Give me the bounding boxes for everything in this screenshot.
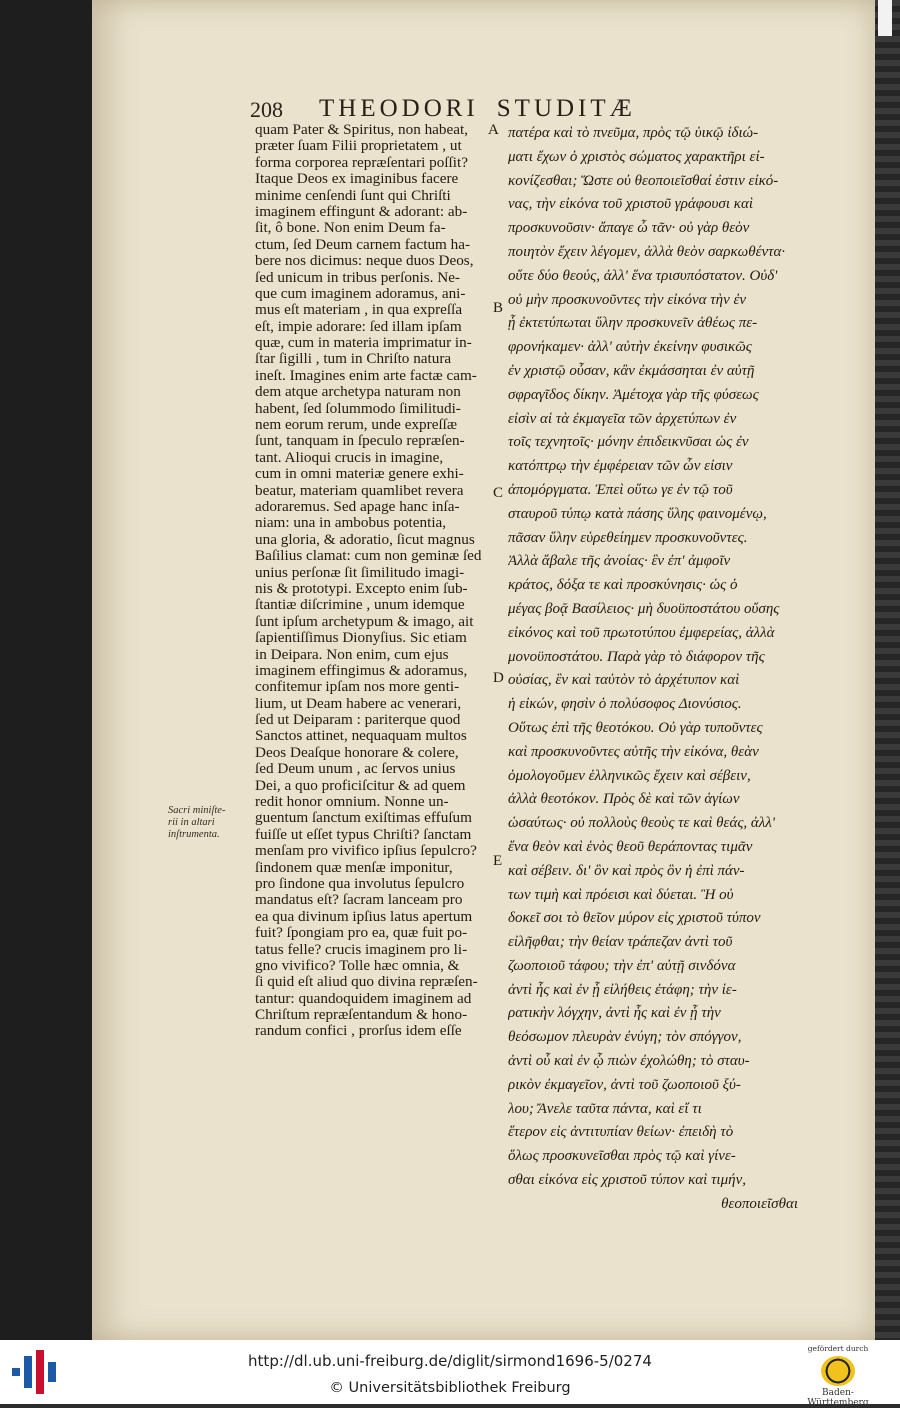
latin-text-line: que cum imaginem adoramus, ani- [255,284,466,302]
greek-text-line: ὁμολογοῦμεν ἑλληνικῶς ἔχειν καὶ σέβειν, [508,767,751,784]
latin-text-line: mus eſt materiam , in qua expreſſa [255,301,463,319]
latin-text-line: Dei, a quo proficiſcitur & ad quem [255,776,466,794]
marginal-note-line: Sacri miniſte- [168,805,226,816]
latin-text-line: una gloria, & adoratio, ſicut magnus [255,530,475,548]
latin-text-line: mandatus eſt? ſacram lanceam pro [255,891,463,909]
greek-text-line: φρονήκαμεν· ἀλλ' αὐτὴν ἐκείνην φυσικῶς [508,339,752,356]
greek-text-line: οὔτε δύο θεούς, ἀλλ' ἕνα τρισυπόστατον. Οὐδ' [508,267,778,284]
greek-text-line: οὐ μὴν προσκυνοῦντες τὴν εἰκόνα τὴν ἐν [508,291,747,308]
latin-text-line: quam Pater & Spiritus, non habeat, [255,121,469,138]
latin-text-line: fuiſſe ut eſſet typus Chriſti? ſanctam [255,825,472,843]
greek-text-line: κονίζεσθαι; Ὥστε οὐ θεοποιεῖσθαί ἐστιν εἰκό- [508,172,779,189]
latin-text-line: unius perſonæ ſit ſimilitudo imagi- [255,563,465,581]
latin-text-line: ſed ut Deiparam : pariterque quod [255,711,461,729]
latin-text-line: Itaque Deos ex imaginibus facere [255,170,459,188]
greek-text-line: εἰλῆφθαι; τὴν θείαν τράπεζαν ἀντὶ τοῦ [508,934,733,951]
greek-text-line: σθαι εἰκόνα εἰς χριστοῦ τύπον καὶ τιμήν, [508,1172,746,1189]
latin-text-line: Chriſtum repræſentandum & hono- [255,1006,468,1024]
greek-text-line: ρικὸν ἐκμαγεῖον, ἀντὶ τοῦ ζωοποιοῦ ξύ- [508,1076,741,1093]
greek-text-line: μονοϋποστάτου. Παρὰ γὰρ τὸ διάφορον τῆς [508,648,765,665]
greek-text-line: σφραγῖδος δίκην. Ἀμέτοχα γὰρ τῆς φύσεως [508,386,759,403]
greek-text-line: πᾶσαν ὕλην εὑρεθείημεν προσκυνοῦντες. [508,529,748,546]
greek-text-line: Οὕτως ἐπὶ τῆς θεοτόκου. Οὐ γὰρ τυποῦντες [508,719,763,736]
sponsor-block [798,1344,878,1408]
latin-text-line: dem atque archetypa naturam non [255,383,461,401]
greek-text-line: μέγας βοᾷ Βασίλειος· μὴ δυοϋποστάτου οὔσης [508,600,780,617]
greek-text-line: θεόσωμον πλευρὰν ἐνύγη; τὸν σπόγγον, [508,1029,742,1046]
latin-text-line: niam: una in ambobus potentia, [255,514,447,532]
margin-letter-e: E [493,853,503,869]
latin-text-line: ſtantiæ diſcrimine , unum idemque [255,596,465,614]
greek-text-line: λου; Ἄνελε ταῦτα πάντα, καὶ εἴ τι [508,1100,702,1117]
greek-text-line: ὅλως προσκυνεῖσθαι πρὸς τῷ καὶ γίνε- [508,1148,736,1165]
marginal-note-line: rii in altari [168,817,215,828]
latin-text-line: tant. Alioqui crucis in imagine, [255,448,444,466]
latin-text-line: quæ, cum in materia imprimatur in- [255,334,472,352]
latin-text-line: cum in omni materiæ genere exhi- [255,465,464,483]
greek-text-line: Ἀλλὰ ἄβαλε τῆς ἀνοίας· ἓν ἐπ' ἀμφοῖν [508,553,731,570]
latin-text-line: imaginem effingunt & adorant: ab- [255,202,468,220]
latin-text-line: pro ſindone qua involutus ſepulcro [255,874,465,892]
latin-text-line: tantur: quandoquidem imaginem ad [255,989,472,1007]
greek-text-line: ἀπομόργματα. Ἐπεὶ οὕτω γε ἐν τῷ τοῦ [508,481,733,498]
greek-text-line: νας, τὴν εἰκόνα τοῦ χριστοῦ γράφουσι καὶ [508,196,753,213]
greek-text-line: ζωοποιοῦ τάφου; τὴν ἐπ' αὐτῇ σινδόνα [508,957,736,974]
greek-column [508,122,798,1217]
latin-text-line: forma corporea repræſentari poſſit? [255,153,468,171]
greek-text-line: οὐσίας, ἓν καὶ ταὐτὸν τὸ ἀρχέτυπον καὶ [508,672,740,689]
greek-text-line: των τιμὴ καὶ πρόεισι καὶ δύεται. Ἢ οὐ [508,886,734,903]
margin-letter-d: D [493,670,504,686]
latin-text-line: ſi quid eſt aliud quo divina repræſen- [255,973,478,991]
latin-text-line: ctum, ſed Deum carnem factum ha- [255,235,471,253]
greek-text-line: πατέρα καὶ τὸ πνεῦμα, πρὸς τῷ ὑικῷ ἰδιώ- [508,125,759,141]
latin-text-line: præter ſuam Filii proprietatem , ut [255,137,462,155]
latin-text-line: ſunt ipſum archetypum & imago, ait [255,612,474,630]
greek-text-line: ἀντὶ ἧς καὶ ἐν ᾗ εἰλήθεις ἐτάφη; τὴν ἱε- [508,981,737,998]
sponsor-name: Baden-Württemberg [807,1388,869,1408]
greek-text-line: προσκυνοῦσιν· ἄπαγε ὦ τᾶν· οὐ γὰρ θεὸν [508,220,750,237]
page-number: 208 [250,97,283,122]
greek-text-line: κράτος, δόξα τε καὶ προσκύνησις· ὡς ὁ [508,577,738,594]
latin-text-line: beatur, materiam quamlibet revera [255,481,464,499]
latin-text-line: gno vivifico? Tolle hæc omnia, & [255,956,460,974]
latin-text-line: Baſilius clamat: cum non geminæ ſed [255,547,482,565]
latin-text-line: fuit? ſpongiam pro ea, quæ fuit po- [255,924,468,942]
margin-letter-b: B [493,300,504,316]
latin-text-line: Deos Deaſque honorare & colere, [255,743,459,761]
latin-text-line: ſit, ô bone. Non enim Deum fa- [255,219,446,237]
latin-text-line: ſed Deum unum , ac ſervos unius [255,760,456,778]
margin-letter-c: C [493,485,504,501]
state-crest-icon [821,1356,855,1386]
greek-text-line: ὡσαύτως· οὐ πολλοὺς θεοὺς τε καὶ θεάς, ἀλλ' [508,815,775,832]
greek-text-line: σταυροῦ τύπῳ κατὰ πάσης ὕλης φαινομένῳ, [508,505,767,522]
greek-text-line: εἰσὶν αἱ τὰ ἐκμαγεῖα τῶν ἀρχετύπων ἐν [508,410,737,427]
latin-text-line: in Deipara. Non enim, cum ejus [255,645,449,663]
greek-text-line: καὶ προσκυνοῦντες αὐτῆς τὴν εἰκόνα, θεὰν [508,743,759,760]
greek-text-line: ρατικὴν λόγχην, ἀντὶ ἧς καὶ ἐν ᾗ τὴν [508,1005,721,1022]
greek-text-line: θεοποιεῖσθαι [721,1195,798,1212]
margin-letter-a: A [488,122,499,138]
latin-text-line: eſt, impie adorare: ſed illam ipſam [255,317,462,335]
latin-text-line: confitemur ipſam nos more genti- [255,678,460,696]
greek-text-line: ἀλλὰ θεοτόκον. Πρὸς δὲ καὶ τῶν ἁγίων [508,791,740,808]
running-head-word-2: STUDITÆ [496,95,636,122]
latin-text-line: ſindonem quæ menſæ imponitur, [255,858,453,876]
marginal-note [168,805,253,841]
latin-text-line: ſapientiſſimus Dionyſius. Sic etiam [255,629,467,647]
latin-text-line: imaginem effingimus & adoramus, [255,661,468,679]
latin-text-line: redit honor omnium. Nonne un- [255,793,449,811]
marginal-note-line: inſtrumenta. [168,829,220,840]
greek-text-line: εἰκόνος καὶ τοῦ πρωτοτύπου ἐμφερείας, ἀλλὰ [508,624,775,641]
latin-text-line: adoraremus. Sed apage hanc inſa- [255,497,460,515]
latin-text-line: randum confici , prorſus idem eſſe [255,1022,462,1040]
latin-text-line: ſtar ſigilli , tum in Chriſto natura [255,350,452,368]
latin-text-line: ineſt. Imagines enim arte factæ cam- [255,366,477,384]
latin-text-line: bere nos dicimus: neque duos Deos, [255,252,474,270]
latin-text-line: Sanctos attinet, nequaquam multos [255,727,467,745]
latin-text-line: ſed unicum in tribus perſonis. Ne- [255,268,460,286]
latin-text-line: lium, ut Deam habere ac venerari, [255,694,462,712]
viewer-footer [0,1340,900,1408]
greek-text-line: ἐν χριστῷ οὖσαν, κἂν ἐκμάσσηται ἐν αὐτῇ [508,362,755,379]
greek-text-line: ἀντὶ οὗ καὶ ἐν ᾧ πιὼν ἐχολώθη; τὸ σταυ- [508,1053,750,1070]
latin-text-line: guentum ſanctum exiſtimas effuſum [255,809,472,827]
greek-text-line: δοκεῖ σοι τὸ θεῖον μύρον εἰς χριστοῦ τύπον [508,910,761,927]
greek-text-line: τοῖς τεχνητοῖς· μόνην ἐπιδεικνῦσαι ὡς ἐν [508,434,749,451]
greek-text-line: ἡ εἰκών, φησὶν ὁ πολύσοφος Διονύσιος. [508,696,742,713]
greek-text-line: ἕνα θεὸν καὶ ἑνὸς θεοῦ θεράποντας τιμᾶν [508,838,753,855]
latin-column [255,122,495,1040]
greek-text-line: ματι ἔχων ὁ χριστὸς σώματος χαρακτῆρι εἰ- [508,148,765,165]
latin-text-line: ſunt, tanquam in ſpeculo repræſen- [255,432,465,450]
copyright-notice: © Universitätsbibliothek Freiburg [329,1380,571,1396]
permalink-url[interactable]: http://dl.ub.uni-freiburg.de/diglit/sirmond1696-5/0274 [248,1352,652,1370]
greek-text-line: καὶ σέβειν. δι' ὃν καὶ πρὸς ὃν ἡ ἐπὶ πάν- [508,862,745,879]
latin-text-line: tatus felle? crucis imaginem pro li- [255,940,468,958]
running-head [250,95,810,123]
greek-text-line: ἕτερον εἰς ἀντιτυπίαν θείων· ἐπειδὴ τὸ [508,1124,734,1141]
latin-text-line: nis & prototypi. Excepto enim ſub- [255,579,468,597]
greek-text-line: ᾗ ἐκτετύπωται ὕλην προσκυνεῖν ἀθέως πε- [508,315,758,332]
latin-text-line: nem eorum rerum, unde expreſſæ [255,416,458,434]
latin-text-line: minime cenſendi ſunt qui Chriſti [255,186,451,204]
greek-text-line: κατόπτρῳ τὴν ἐμφέρειαν τῶν ὧν εἰσιν [508,458,733,475]
running-head-word-1: THEODORI [319,95,479,122]
latin-text-line: menſam pro vivifico ipſius ſepulcro? [255,842,477,860]
latin-text-line: habent, ſed ſolummodo ſimilitudi- [255,399,461,417]
color-calibration-strip [875,0,900,1340]
latin-text-line: ea qua divinum ipſius latus apertum [255,907,473,925]
sponsor-line: gefördert durch [807,1344,869,1353]
greek-text-line: ποιητὸν ἔχειν λέγομεν, ἀλλὰ θεὸν σαρκωθέντα· [508,243,786,260]
